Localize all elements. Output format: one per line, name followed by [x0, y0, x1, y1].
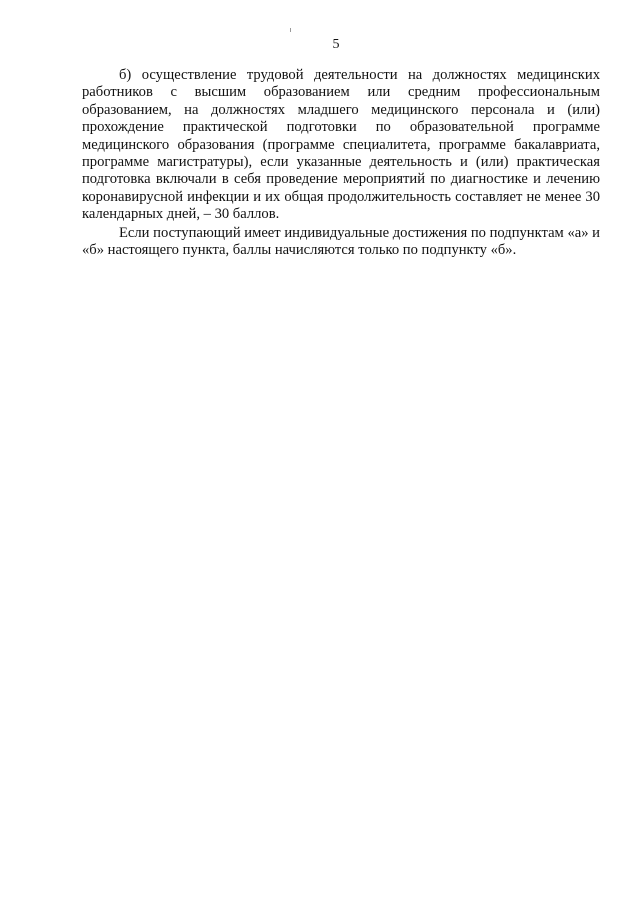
paragraph-points-rule: Если поступающий имеет индивидуальные достижения по подпунктам «а» и «б» настоящего пункта, баллы начисляются только по подпункту «б». [82, 224, 600, 259]
document-body [82, 67, 600, 259]
paragraph-item-b: б) осуществление трудовой деятельности на должностях медицинских работников с высшим образованием или средним профессиональным образованием, на должностях младшего медицинского персонала и (или) прохождение практической подготовки по образовательной программе медицинского образования (программе специалитета, программе бакалавриата, программе магистратуры), если указанные деятельность и (или) практическая подготовка включали в себя проведение мероприятий по диагностике и лечению коронавирусной инфекции и их общая продолжительность составляет не менее 30 календарных дней, – 30 баллов. [82, 67, 600, 223]
scan-artifact-mark [290, 28, 291, 32]
page-number: 5 [332, 37, 340, 52]
